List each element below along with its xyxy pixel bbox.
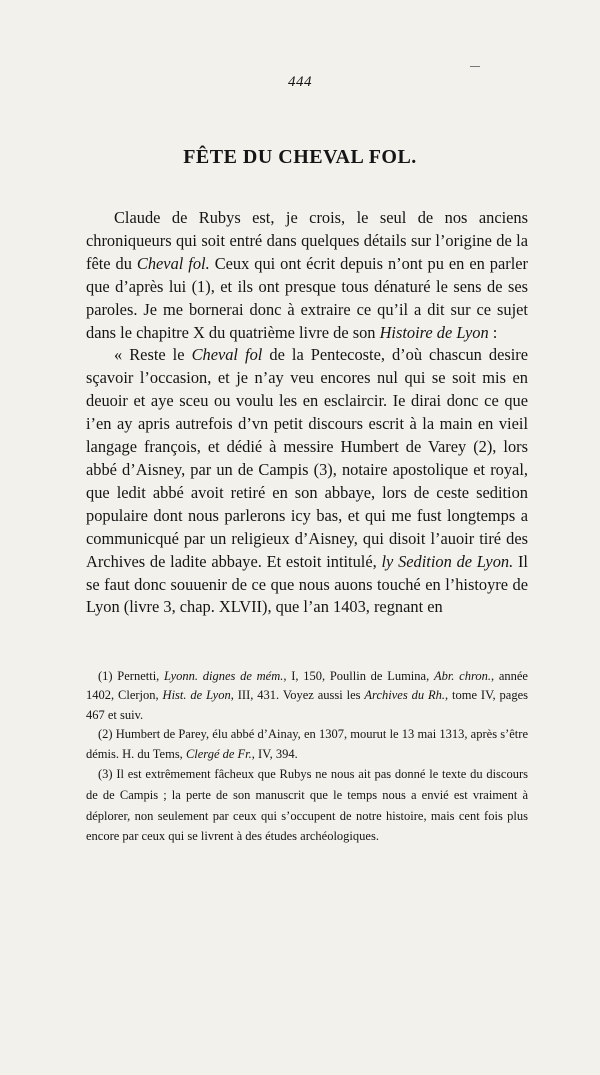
text-run: (3) Il est extrêmement fâcheux que Rubys ne nous ait pas donné le texte du discours de de Campis ; la perte de son manuscrit que le temps nous a envié est vraiment à déplorer, non seulement par ceux qui s’occupent de notre histoire, mais cent fois plus encore par ceux qui se livrent à des études archéologiques. [86,767,528,844]
italic-run: Clergé de Fr. [185,746,252,761]
ink-mark [470,66,480,67]
text-run: , IV, 394. [251,746,298,761]
text-run: (1) Pernetti, [98,669,165,683]
italic-run: Lyonn. dignes de mém. [164,669,284,683]
text-run: : [488,322,498,342]
text-run: « Reste le [114,345,192,365]
text-run: Il se faut donc souuenir de ce que nous auons touché en l’histoyre de Lyon (livre 3, chap. XLVII), que l’an 1403, regnant en [86,551,528,617]
italic-run: Hist. de Lyon [162,688,231,703]
footnote-3 [86,764,528,847]
italic-run: ly Sedition de Lyon. [381,551,514,571]
text-run: de la Pentecoste, d’où chascun desire sçavoir l’occasion, et je n’ay veu encores nul qui se soit mis en deuoir et aye sceu ou voulu les en esclaircir. Ie dirai donc ce que i’en ay apris autrefois d’vn petit discours escrit à la main en vieil langage françois, et dédié à messire Humbert de Varey (2), lors abbé d’Aisney, par un de Campis (3), notaire apostolique et royal, que ledit abbé avoit retiré en son abbaye, lors de ceste sedition populaire dont nous parlerons icy bas, et qui me fust longtemps a communicqué par un religieux d’Aisney, qui disoit l’auoir tiré des Archives de ladite abbaye. Et estoit intitulé, [86,345,529,571]
footnotes [86,667,528,847]
page-number: 444 [288,74,312,90]
paragraph-intro [86,207,528,344]
text-run: , III, 431. Voyez aussi les [230,688,365,703]
main-text [86,207,528,619]
text-run: (2) Humbert de Parey, élu abbé d’Ainay, en 1307, mourut le 13 mai 1313, après s’être démis. H. du Tems, [86,727,528,761]
footnote-2 [86,725,528,764]
footnote-1 [86,667,528,725]
italic-run: Cheval fol [191,345,263,365]
text-run: Claude de Rubys est, je crois, le seul de nos anciens chroniqueurs qui soit entré dans quelques détails sur l’origine de la fête du [86,208,528,273]
text-run: , tome IV, pages 467 et suiv. [86,688,528,722]
paragraph-quotation [86,344,528,619]
italic-run: Abr. chron. [433,669,491,683]
text-run: , I, 150, Poullin de Lumina, [283,669,434,683]
text-run: Ceux qui ont écrit depuis n’ont pu en en parler que d’après lui (1), et ils ont presque tous dénaturé le sens de ses paroles. Je me bornerai donc à extraire ce qu’il a dit sur ce sujet dans le chapitre X du quatrième livre de son [86,253,528,342]
chapter-title: FÊTE DU CHEVAL FOL. [183,146,417,168]
italic-run: Archives du Rh. [364,688,445,703]
italic-run: Cheval fol. [136,253,210,273]
italic-run: Histoire de Lyon [379,322,489,342]
text-run: , année 1402, Clerjon, [86,669,528,703]
